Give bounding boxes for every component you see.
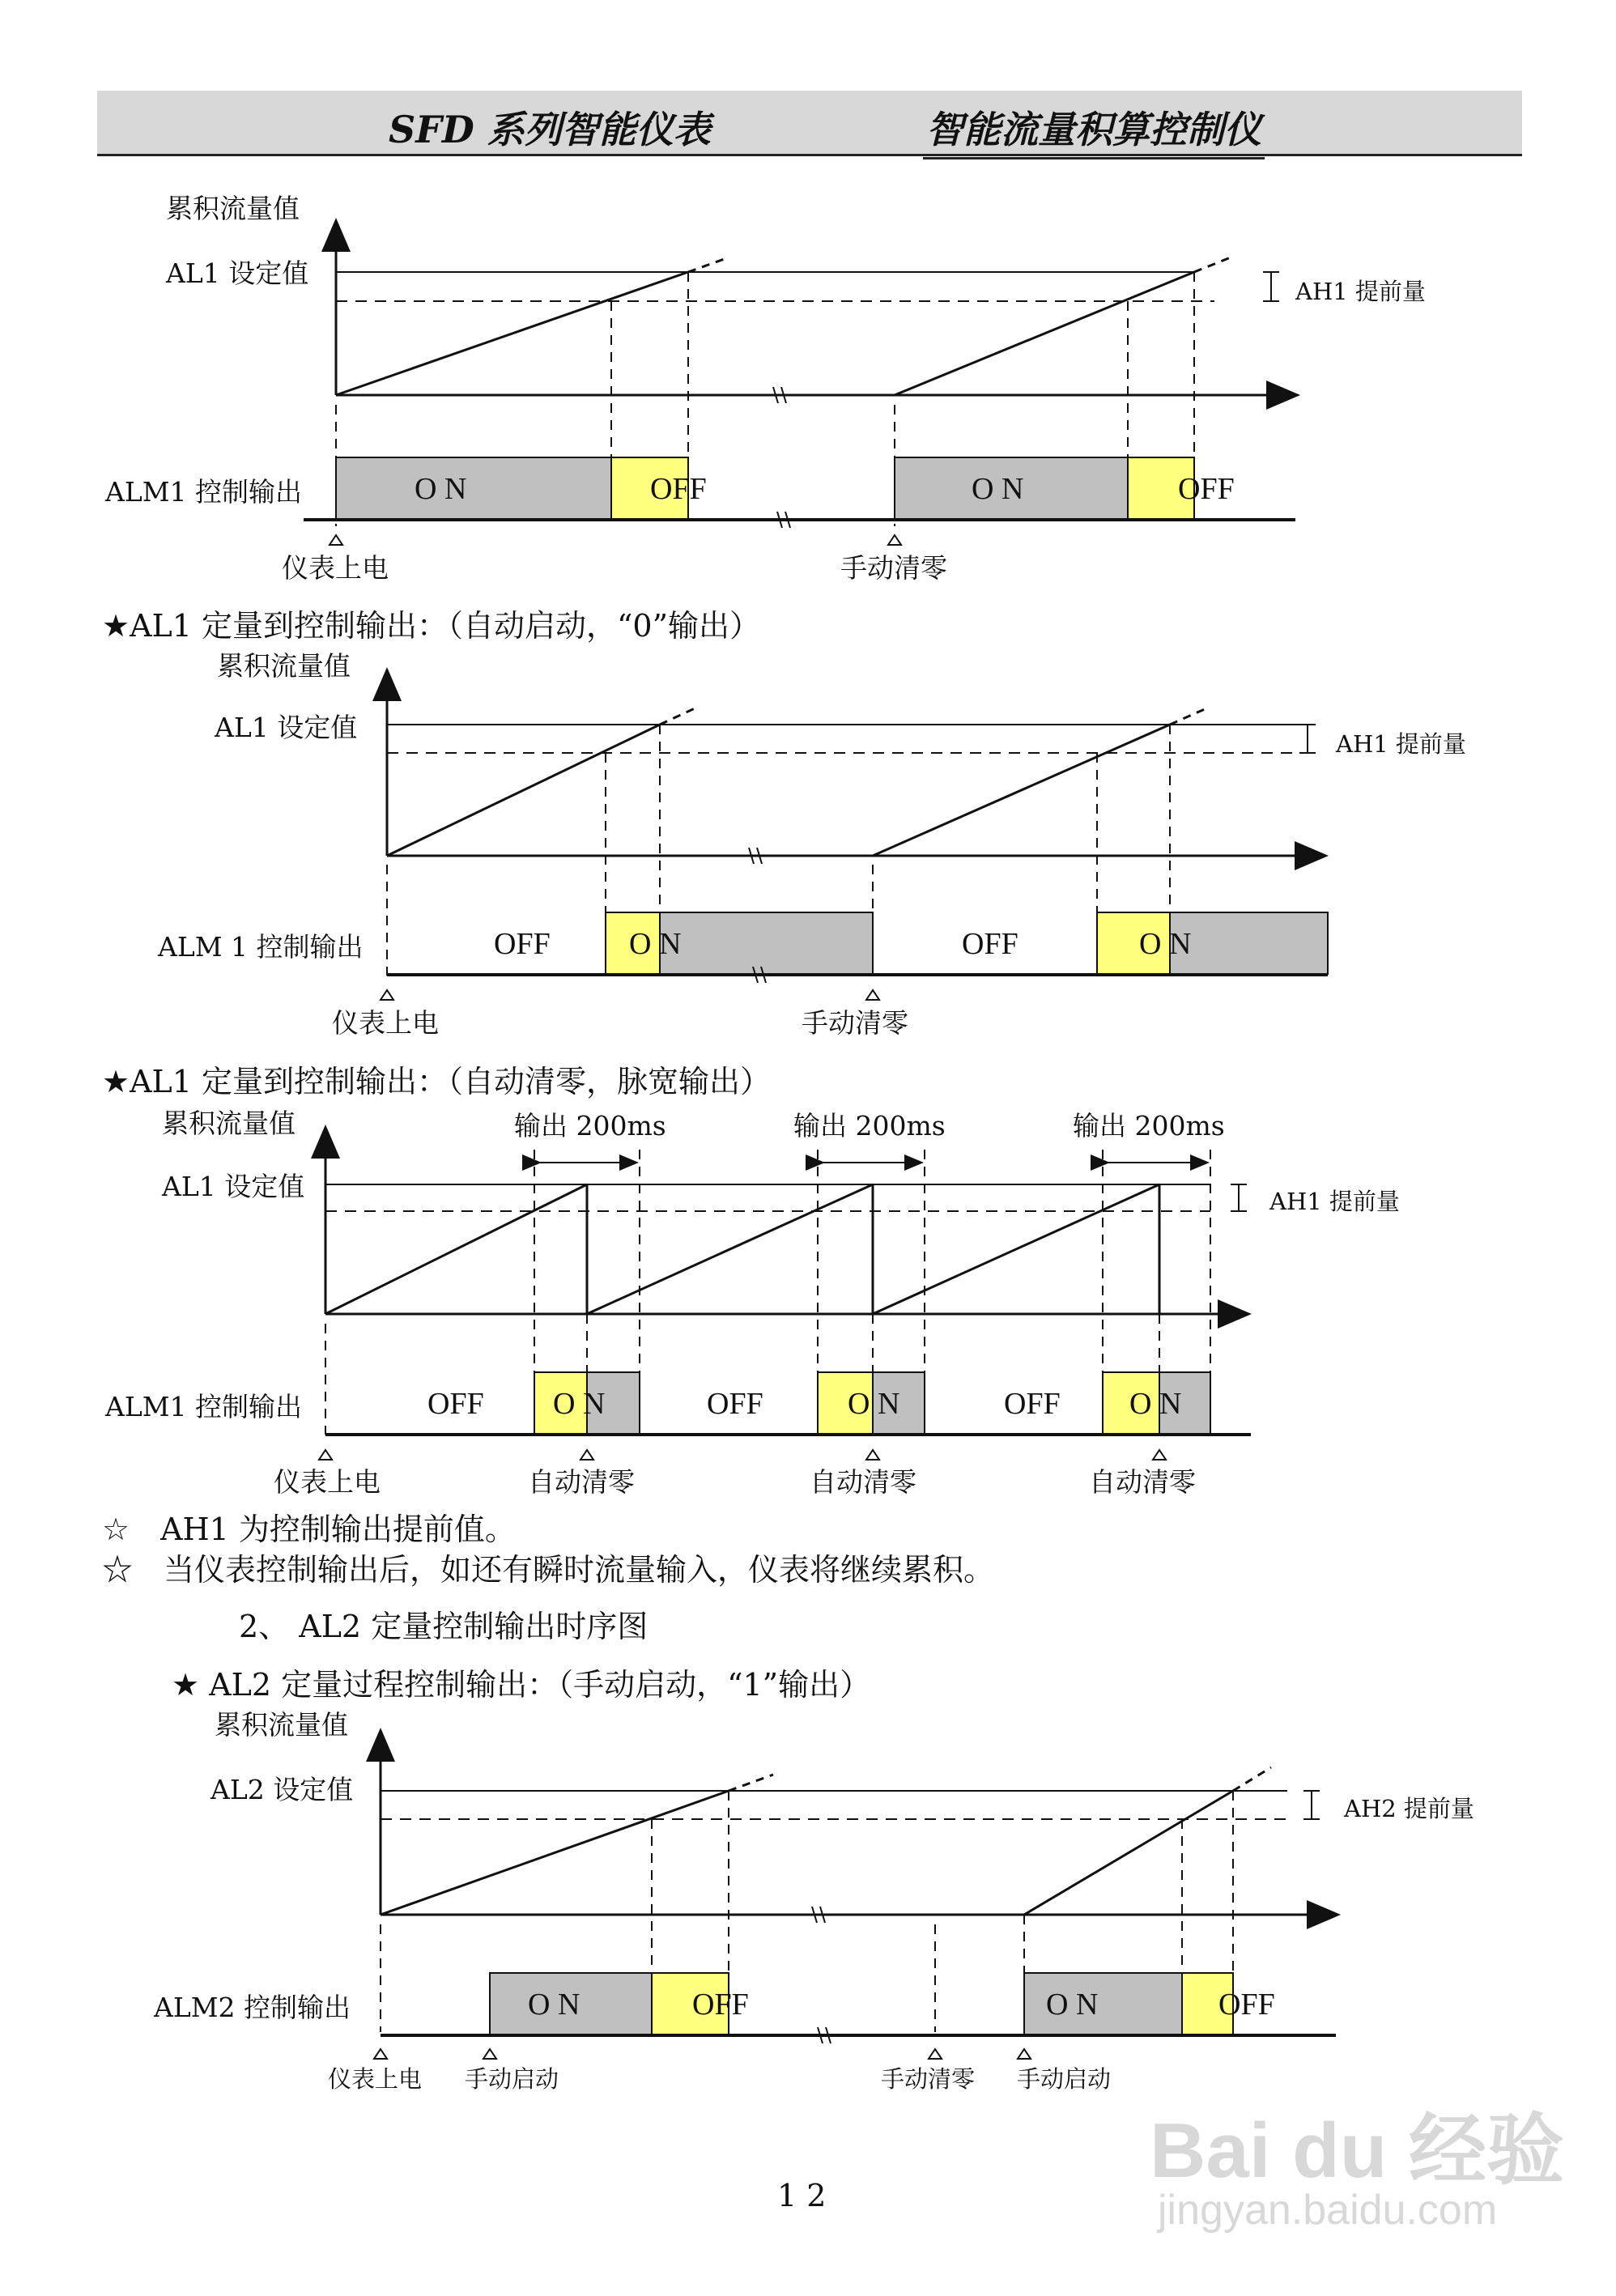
d3-pulse-label-3: 输出 200ms (1073, 1110, 1225, 1142)
d3-pulse-label-1: 输出 200ms (514, 1110, 666, 1142)
d4-ylabel: 累积流量值 (215, 1709, 348, 1741)
d2-setpoint-label: AL1 设定值 (215, 712, 358, 743)
d2-advance-label: AH1 提前量 (1336, 730, 1466, 758)
watermark-logo: Bai du 经验 (1150, 2107, 1565, 2194)
note-1: ☆ AH1 为控制输出提前值。 (102, 1512, 516, 1547)
caption-4: ★ AL2 定量过程控制输出：（手动启动，“1”输出） (172, 1667, 871, 1703)
d4-on1: O N (528, 1988, 580, 2022)
d4-off2: OFF (1218, 1988, 1275, 2022)
note-2: ☆ 当仪表控制输出后，如还有瞬时流量输入，仪表将继续累积。 (102, 1552, 995, 1588)
d1-ylabel: 累积流量值 (166, 193, 300, 224)
d4-event-manual-start-2: 手动启动 (1017, 2065, 1112, 2093)
d1-event-poweron: 仪表上电 (282, 552, 389, 584)
d3-event-poweron: 仪表上电 (274, 1466, 381, 1498)
d3-event-auto-reset-1: 自动清零 (528, 1466, 635, 1498)
d3-off-1: OFF (427, 1387, 484, 1421)
d3-output-label: ALM1 控制输出 (105, 1391, 303, 1422)
d3-setpoint-label: AL1 设定值 (162, 1171, 305, 1202)
d2-off2: OFF (962, 927, 1019, 961)
header-title: 智能流量积算控制仪 (923, 100, 1265, 159)
d4-on2: O N (1046, 1988, 1099, 2022)
d1-on1: O N (415, 472, 467, 506)
d1-off2: OFF (1178, 472, 1235, 506)
d1-setpoint-label: AL1 设定值 (166, 257, 309, 289)
caption-3: ★AL1 定量到控制输出：（自动清零，脉宽输出） (102, 1064, 772, 1099)
d3-advance-label: AH1 提前量 (1269, 1188, 1400, 1215)
d2-ylabel: 累积流量值 (217, 650, 351, 682)
d3-on-2: O N (848, 1387, 900, 1421)
header-brand: SFD 系列智能仪表 (389, 108, 711, 151)
d4-output-label: ALM2 控制输出 (154, 1992, 351, 2023)
watermark-url: jingyan.baidu.com (1158, 2187, 1498, 2234)
d4-setpoint-label: AL2 设定值 (211, 1774, 354, 1805)
d1-on2: O N (972, 472, 1024, 506)
d4-event-manual-reset: 手动清零 (881, 2065, 976, 2093)
d3-event-auto-reset-2: 自动清零 (810, 1466, 916, 1498)
d3-event-auto-reset-3: 自动清零 (1089, 1466, 1196, 1498)
page-number: 1 2 (777, 2178, 827, 2213)
d2-event-poweron: 仪表上电 (332, 1007, 439, 1039)
d4-advance-label: AH2 提前量 (1344, 1795, 1474, 1822)
d1-off1: OFF (650, 472, 707, 506)
d2-output-label: ALM 1 控制输出 (158, 931, 364, 963)
d3-off-3: OFF (1004, 1387, 1061, 1421)
d3-on-1: O N (553, 1387, 606, 1421)
d4-event-poweron: 仪表上电 (328, 2065, 423, 2093)
d1-event-manual-reset: 手动清零 (840, 552, 947, 584)
caption-2: ★AL1 定量到控制输出：（自动启动，“0”输出） (102, 608, 761, 644)
d3-on-3: O N (1129, 1387, 1182, 1421)
d1-advance-label: AH1 提前量 (1295, 278, 1426, 305)
d2-off1: OFF (494, 927, 551, 961)
d3-off-2: OFF (707, 1387, 763, 1421)
section-heading: 2、 AL2 定量控制输出时序图 (239, 1609, 649, 1644)
d2-on1: O N (629, 927, 682, 961)
d2-event-manual-reset: 手动清零 (802, 1007, 908, 1039)
d1-output-label: ALM1 控制输出 (105, 476, 303, 508)
d4-event-manual-start-1: 手动启动 (465, 2065, 559, 2093)
d3-pulse-label-2: 输出 200ms (793, 1110, 946, 1142)
diagram4-chart (374, 1733, 1336, 2059)
d4-off1: OFF (692, 1988, 749, 2022)
d3-ylabel: 累积流量值 (162, 1108, 296, 1139)
d2-on2: O N (1139, 927, 1192, 961)
